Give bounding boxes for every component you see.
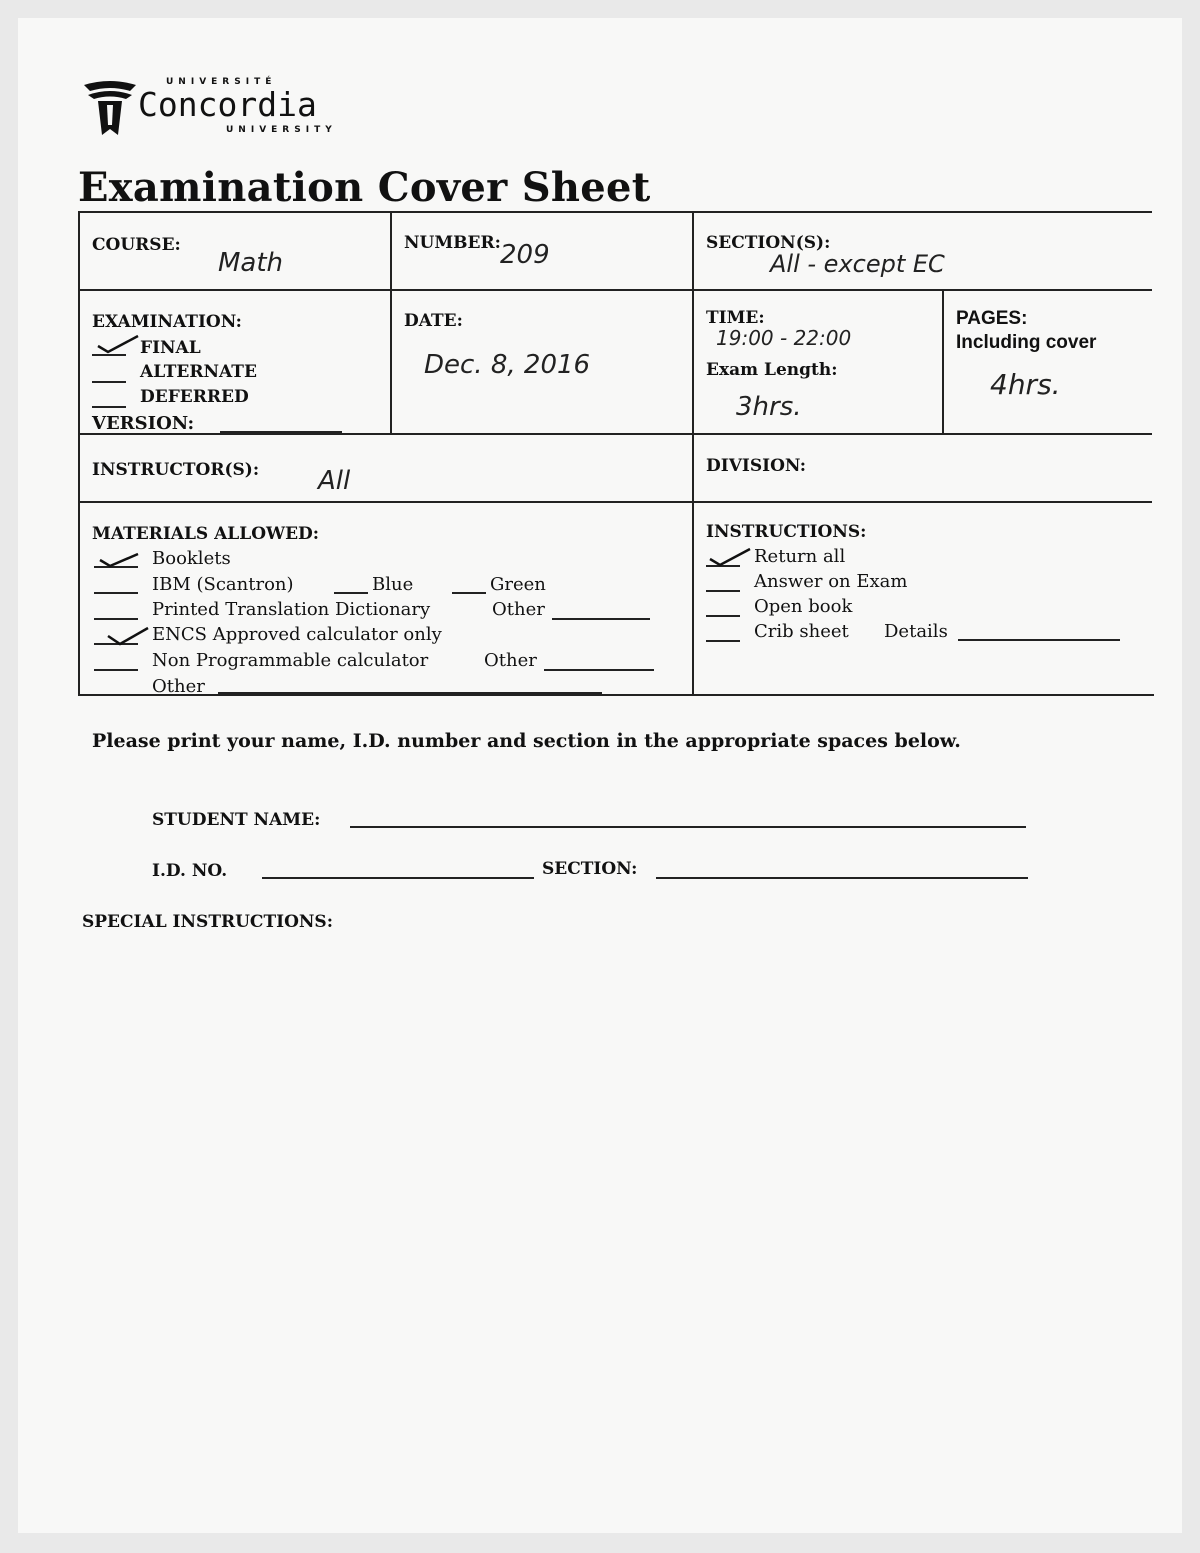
special-instructions-label: SPECIAL INSTRUCTIONS: xyxy=(82,912,333,932)
answer-on-exam-blank[interactable] xyxy=(706,590,740,592)
instructors-value[interactable]: All xyxy=(318,466,351,496)
crib-sheet-blank[interactable] xyxy=(706,640,740,642)
time-label: TIME: xyxy=(706,308,765,328)
open-book-blank[interactable] xyxy=(706,615,740,617)
table-top-border xyxy=(78,211,1152,213)
table-col-divider xyxy=(692,211,694,696)
section-field[interactable] xyxy=(656,877,1028,879)
logo-bottom-text: UNIVERSITY xyxy=(226,125,337,135)
final-option: FINAL xyxy=(140,338,201,358)
student-name-field[interactable] xyxy=(350,826,1026,828)
nonprog-other-field[interactable] xyxy=(544,669,654,671)
answer-on-exam-option: Answer on Exam xyxy=(754,571,908,592)
dictionary-blank[interactable] xyxy=(94,618,138,620)
number-label: NUMBER: xyxy=(404,233,501,253)
table-row-divider xyxy=(78,433,1152,435)
encs-option: ENCS Approved calculator only xyxy=(152,624,442,645)
date-value[interactable]: Dec. 8, 2016 xyxy=(424,350,591,380)
crib-sheet-option: Crib sheet xyxy=(754,621,849,642)
sections-value[interactable]: All - except EC xyxy=(770,250,945,278)
exam-length-label: Exam Length: xyxy=(706,360,838,380)
table-col-divider xyxy=(390,211,392,435)
division-label: DIVISION: xyxy=(706,456,807,476)
pages-value[interactable]: 4hrs. xyxy=(990,368,1061,401)
section-label: SECTION: xyxy=(542,859,638,879)
details-field[interactable] xyxy=(958,639,1120,641)
other-blank[interactable] xyxy=(94,694,138,696)
materials-label: MATERIALS ALLOWED: xyxy=(92,524,320,544)
pages-label: PAGES: xyxy=(956,308,1028,329)
logo-top-text: UNIVERSITÉ xyxy=(166,77,277,87)
course-value[interactable]: Math xyxy=(218,248,284,278)
final-check-icon xyxy=(96,332,140,358)
student-name-label: STUDENT NAME: xyxy=(152,810,321,830)
student-prompt: Please print your name, I.D. number and section in the appropriate spaces below. xyxy=(92,730,961,752)
ibm-blank[interactable] xyxy=(94,592,138,594)
id-field[interactable] xyxy=(262,877,534,879)
nonprog-blank[interactable] xyxy=(94,669,138,671)
pages-sublabel: Including cover xyxy=(956,332,1097,353)
table-bottom-border xyxy=(78,694,1154,696)
logo-name: Concordia xyxy=(138,85,317,124)
dictionary-other-label: Other xyxy=(492,599,545,620)
id-label: I.D. NO. xyxy=(152,861,228,881)
other-field[interactable] xyxy=(218,692,602,694)
blue-blank[interactable] xyxy=(334,592,368,594)
exam-length-value[interactable]: 3hrs. xyxy=(736,392,802,422)
sections-label: SECTION(S): xyxy=(706,233,831,253)
table-row-divider xyxy=(78,501,1152,503)
nonprog-option: Non Programmable calculator xyxy=(152,650,429,671)
dictionary-option: Printed Translation Dictionary xyxy=(152,599,431,620)
ibm-option: IBM (Scantron) xyxy=(152,574,294,595)
details-label: Details xyxy=(884,621,948,642)
cover-sheet xyxy=(18,18,1182,1533)
table-col-divider xyxy=(942,289,944,435)
version-label: VERSION: xyxy=(92,413,195,434)
instructors-label: INSTRUCTOR(S): xyxy=(92,460,260,480)
table-left-border xyxy=(78,211,80,696)
alternate-blank[interactable] xyxy=(92,381,126,383)
table-row-divider xyxy=(78,289,1152,291)
time-value[interactable]: 19:00 - 22:00 xyxy=(716,326,852,350)
dictionary-other-field[interactable] xyxy=(552,618,650,620)
encs-check-icon xyxy=(106,624,150,650)
course-label: COURSE: xyxy=(92,235,181,255)
version-field[interactable] xyxy=(220,431,342,433)
other-option: Other xyxy=(152,676,205,697)
blue-option: Blue xyxy=(372,574,414,595)
examination-label: EXAMINATION: xyxy=(92,312,242,332)
deferred-option: DEFERRED xyxy=(140,387,249,407)
booklets-check-icon xyxy=(98,548,142,574)
alternate-option: ALTERNATE xyxy=(140,362,257,382)
deferred-blank[interactable] xyxy=(92,406,126,408)
green-blank[interactable] xyxy=(452,592,486,594)
nonprog-other-label: Other xyxy=(484,650,537,671)
return-all-check-icon xyxy=(708,545,752,571)
concordia-logo xyxy=(80,75,380,145)
return-all-option: Return all xyxy=(754,546,846,567)
page-title: Examination Cover Sheet xyxy=(78,164,651,211)
green-option: Green xyxy=(490,574,546,595)
date-label: DATE: xyxy=(404,311,463,331)
booklets-option: Booklets xyxy=(152,548,231,569)
instructions-label: INSTRUCTIONS: xyxy=(706,522,867,542)
number-value[interactable]: 209 xyxy=(500,240,550,270)
open-book-option: Open book xyxy=(754,596,853,617)
